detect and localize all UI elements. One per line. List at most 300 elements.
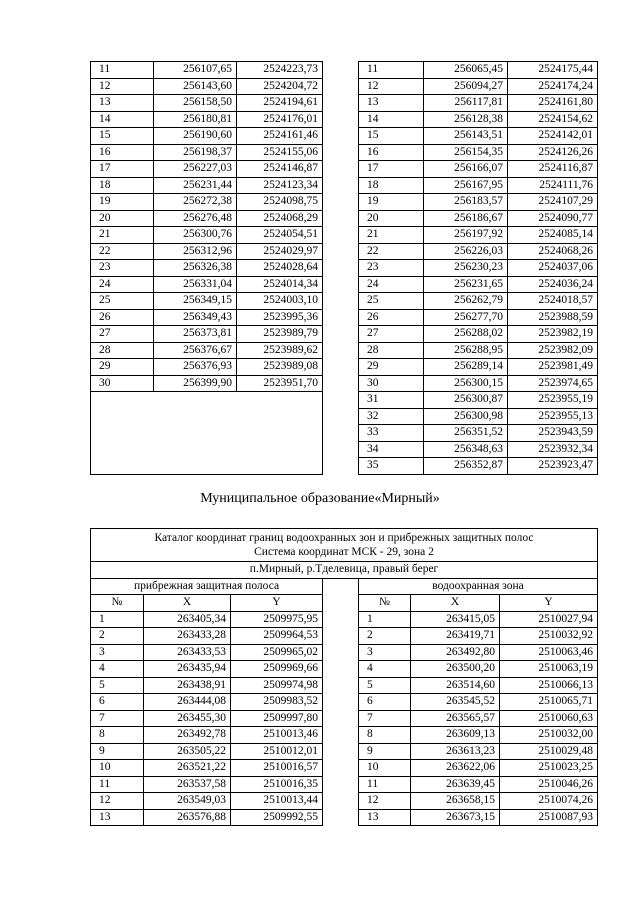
table-gap — [323, 78, 359, 95]
table-gap — [323, 161, 359, 178]
catalog-location-row — [91, 562, 598, 579]
table-gap — [323, 342, 359, 359]
right-point-number: 15 — [359, 128, 424, 145]
right-col-num-header: № — [359, 595, 411, 612]
left-col-num-header: № — [91, 595, 144, 612]
left-point-number: 8 — [91, 727, 144, 744]
left-y-value: 2523989,79 — [237, 326, 323, 343]
left-x-value: 263576,88 — [144, 809, 231, 826]
right-point-number: 7 — [359, 710, 411, 727]
table-row — [91, 326, 598, 343]
right-x-value: 263609,13 — [411, 727, 500, 744]
table-row — [91, 359, 598, 376]
table-gap — [323, 694, 359, 711]
right-x-value: 256288,02 — [424, 326, 508, 343]
table-gap — [323, 293, 359, 310]
right-x-value: 263492,80 — [411, 644, 500, 661]
left-x-value: 256300,76 — [154, 227, 237, 244]
table-gap — [323, 62, 359, 79]
right-y-value: 2524174,24 — [508, 78, 598, 95]
right-x-value: 263622,06 — [411, 760, 500, 777]
right-point-number: 31 — [359, 392, 424, 409]
right-y-value: 2524090,77 — [508, 210, 598, 227]
right-point-number: 19 — [359, 194, 424, 211]
right-point-number: 25 — [359, 293, 424, 310]
left-point-number: 4 — [91, 661, 144, 678]
header-gap — [323, 595, 359, 612]
left-x-value: 263455,30 — [144, 710, 231, 727]
right-x-value: 256183,57 — [424, 194, 508, 211]
right-x-value: 256230,23 — [424, 260, 508, 277]
right-x-value: 256065,45 — [424, 62, 508, 79]
right-point-number: 26 — [359, 309, 424, 326]
left-y-value: 2523989,62 — [237, 342, 323, 359]
table-gap — [323, 359, 359, 376]
left-point-number: 28 — [91, 342, 154, 359]
left-x-value: 256349,15 — [154, 293, 237, 310]
left-point-number: 5 — [91, 677, 144, 694]
left-point-number: 29 — [91, 359, 154, 376]
left-x-value: 263444,08 — [144, 694, 231, 711]
right-y-value: 2510029,48 — [500, 743, 598, 760]
left-x-value: 256272,38 — [154, 194, 237, 211]
left-point-number: 12 — [91, 78, 154, 95]
upper-coordinate-table — [90, 61, 598, 475]
right-point-number: 10 — [359, 760, 411, 777]
right-x-value: 256289,14 — [424, 359, 508, 376]
right-x-value: 263415,05 — [411, 611, 500, 628]
left-x-value: 263435,94 — [144, 661, 231, 678]
right-y-value: 2510032,92 — [500, 628, 598, 645]
right-point-number: 35 — [359, 458, 424, 475]
left-y-value: 2524223,73 — [237, 62, 323, 79]
right-x-value: 256128,38 — [424, 111, 508, 128]
table-gap — [323, 194, 359, 211]
left-point-number: 14 — [91, 111, 154, 128]
left-point-number: 3 — [91, 644, 144, 661]
right-y-value: 2523982,09 — [508, 342, 598, 359]
catalog-table-body — [91, 529, 598, 826]
right-y-value: 2523988,59 — [508, 309, 598, 326]
table-row — [91, 95, 598, 112]
right-y-value: 2524161,80 — [508, 95, 598, 112]
left-point-number: 1 — [91, 611, 144, 628]
left-y-value: 2510016,57 — [231, 760, 323, 777]
table-row — [91, 727, 598, 744]
table-gap — [323, 628, 359, 645]
left-y-value: 2523995,36 — [237, 309, 323, 326]
left-point-number: 13 — [91, 95, 154, 112]
right-y-value: 2510027,94 — [500, 611, 598, 628]
right-x-value: 256348,63 — [424, 441, 508, 458]
left-point-number: 27 — [91, 326, 154, 343]
right-x-value: 256262,79 — [424, 293, 508, 310]
right-y-value: 2523932,34 — [508, 441, 598, 458]
left-x-value: 263521,22 — [144, 760, 231, 777]
section-gap — [323, 578, 359, 595]
right-x-value: 263545,52 — [411, 694, 500, 711]
left-y-value: 2509964,53 — [231, 628, 323, 645]
right-x-value: 256277,70 — [424, 309, 508, 326]
left-y-value: 2509974,98 — [231, 677, 323, 694]
right-y-value: 2524036,24 — [508, 276, 598, 293]
right-point-number: 4 — [359, 661, 411, 678]
left-x-value: 256107,65 — [154, 62, 237, 79]
left-x-value: 256143,60 — [154, 78, 237, 95]
table-gap — [323, 260, 359, 277]
right-point-number: 18 — [359, 177, 424, 194]
left-point-number: 18 — [91, 177, 154, 194]
table-row — [91, 144, 598, 161]
left-x-value: 263405,34 — [144, 611, 231, 628]
right-point-number: 29 — [359, 359, 424, 376]
right-x-value: 256094,27 — [424, 78, 508, 95]
right-section-label: водоохранная зона — [359, 578, 598, 595]
left-section-label: прибрежная защитная полоса — [91, 578, 323, 595]
right-x-value: 256288,95 — [424, 342, 508, 359]
right-x-value: 263419,71 — [411, 628, 500, 645]
table-row — [91, 111, 598, 128]
table-gap — [323, 210, 359, 227]
right-y-value: 2524085,14 — [508, 227, 598, 244]
left-x-value: 256312,96 — [154, 243, 237, 260]
left-point-number: 25 — [91, 293, 154, 310]
left-point-number: 17 — [91, 161, 154, 178]
table-row — [91, 194, 598, 211]
left-x-value: 256399,90 — [154, 375, 237, 392]
right-point-number: 33 — [359, 425, 424, 442]
left-y-value: 2524161,46 — [237, 128, 323, 145]
right-x-value: 256226,03 — [424, 243, 508, 260]
table-row — [91, 375, 598, 392]
left-x-value: 256276,48 — [154, 210, 237, 227]
table-row — [91, 628, 598, 645]
left-y-value: 2523951,70 — [237, 375, 323, 392]
right-point-number: 23 — [359, 260, 424, 277]
table-row — [91, 710, 598, 727]
right-y-value: 2524107,29 — [508, 194, 598, 211]
table-gap — [323, 128, 359, 145]
table-gap — [323, 661, 359, 678]
left-x-value: 256180,81 — [154, 111, 237, 128]
left-y-value: 2524028,64 — [237, 260, 323, 277]
right-point-number: 5 — [359, 677, 411, 694]
left-y-value: 2510016,35 — [231, 776, 323, 793]
left-x-value: 256373,81 — [154, 326, 237, 343]
left-x-value: 256227,03 — [154, 161, 237, 178]
table-gap — [323, 727, 359, 744]
table-row — [91, 227, 598, 244]
left-y-value: 2524204,72 — [237, 78, 323, 95]
left-y-value: 2509965,02 — [231, 644, 323, 661]
left-y-value: 2524029,97 — [237, 243, 323, 260]
right-point-number: 12 — [359, 78, 424, 95]
left-point-number: 11 — [91, 62, 154, 79]
left-x-value: 256349,43 — [154, 309, 237, 326]
left-y-value: 2524123,34 — [237, 177, 323, 194]
left-y-value: 2509992,55 — [231, 809, 323, 826]
left-x-value: 256331,04 — [154, 276, 237, 293]
left-x-value: 263492,78 — [144, 727, 231, 744]
table-gap — [323, 644, 359, 661]
left-x-value: 256376,67 — [154, 342, 237, 359]
left-y-value: 2524146,87 — [237, 161, 323, 178]
left-x-value: 256158,50 — [154, 95, 237, 112]
right-x-value: 263565,57 — [411, 710, 500, 727]
table-gap — [323, 111, 359, 128]
right-x-value: 256197,92 — [424, 227, 508, 244]
right-x-value: 256351,52 — [424, 425, 508, 442]
table-row — [91, 809, 598, 826]
left-y-value: 2510013,44 — [231, 793, 323, 810]
table-row — [91, 776, 598, 793]
right-point-number: 14 — [359, 111, 424, 128]
catalog-location: п.Мирный, р.Тделевица, правый берег — [91, 562, 598, 579]
left-y-value: 2524194,61 — [237, 95, 323, 112]
catalog-header-row — [91, 595, 598, 612]
right-y-value: 2510063,19 — [500, 661, 598, 678]
table-row — [91, 62, 598, 79]
table-row — [91, 243, 598, 260]
table-row — [91, 276, 598, 293]
right-point-number: 20 — [359, 210, 424, 227]
right-point-number: 24 — [359, 276, 424, 293]
left-x-value: 263438,91 — [144, 677, 231, 694]
left-y-value: 2524054,51 — [237, 227, 323, 244]
table-gap — [323, 743, 359, 760]
table-gap — [323, 425, 359, 442]
left-x-value: 256190,60 — [154, 128, 237, 145]
left-x-value: 263549,03 — [144, 793, 231, 810]
catalog-coordinate-table — [90, 528, 598, 826]
right-point-number: 13 — [359, 809, 411, 826]
left-point-number: 24 — [91, 276, 154, 293]
right-point-number: 32 — [359, 408, 424, 425]
right-y-value: 2524175,44 — [508, 62, 598, 79]
left-y-value: 2510013,46 — [231, 727, 323, 744]
table-row — [91, 644, 598, 661]
table-row — [91, 392, 598, 409]
right-x-value: 256186,67 — [424, 210, 508, 227]
catalog-title — [91, 529, 598, 562]
right-point-number: 3 — [359, 644, 411, 661]
table-gap — [323, 243, 359, 260]
right-point-number: 21 — [359, 227, 424, 244]
table-gap — [323, 276, 359, 293]
left-point-number: 13 — [91, 809, 144, 826]
right-point-number: 12 — [359, 793, 411, 810]
right-point-number: 2 — [359, 628, 411, 645]
left-point-number: 22 — [91, 243, 154, 260]
table-gap — [323, 408, 359, 425]
right-point-number: 13 — [359, 95, 424, 112]
right-x-value: 263500,20 — [411, 661, 500, 678]
left-x-value: 256376,93 — [154, 359, 237, 376]
right-point-number: 17 — [359, 161, 424, 178]
right-y-value: 2510032,00 — [500, 727, 598, 744]
left-point-number: 26 — [91, 309, 154, 326]
catalog-title-line2: Система координат МСК - 29, зона 2 — [254, 546, 434, 558]
left-col-y-header: Y — [231, 595, 323, 612]
left-point-number: 30 — [91, 375, 154, 392]
catalog-title-row — [91, 529, 598, 562]
table-gap — [323, 375, 359, 392]
right-y-value: 2523923,47 — [508, 458, 598, 475]
table-gap — [323, 441, 359, 458]
table-gap — [323, 458, 359, 475]
right-point-number: 16 — [359, 144, 424, 161]
right-y-value: 2523974,65 — [508, 375, 598, 392]
table-gap — [323, 95, 359, 112]
right-x-value: 263639,45 — [411, 776, 500, 793]
right-y-value: 2524037,06 — [508, 260, 598, 277]
right-x-value: 256300,87 — [424, 392, 508, 409]
left-col-x-header: X — [144, 595, 231, 612]
right-x-value: 256352,87 — [424, 458, 508, 475]
left-y-value: 2523989,08 — [237, 359, 323, 376]
table-gap — [323, 309, 359, 326]
right-x-value: 256231,65 — [424, 276, 508, 293]
left-y-value: 2524003,10 — [237, 293, 323, 310]
catalog-title-line1: Каталог координат границ водоохранных зон и прибрежных защитных полос — [154, 532, 534, 544]
right-point-number: 8 — [359, 727, 411, 744]
right-col-y-header: Y — [500, 595, 598, 612]
right-x-value: 263613,23 — [411, 743, 500, 760]
right-x-value: 263673,15 — [411, 809, 500, 826]
left-point-number: 2 — [91, 628, 144, 645]
table-gap — [323, 611, 359, 628]
left-y-value: 2509997,80 — [231, 710, 323, 727]
right-col-x-header: X — [411, 595, 500, 612]
table-row — [91, 677, 598, 694]
left-point-number: 15 — [91, 128, 154, 145]
left-point-number: 12 — [91, 793, 144, 810]
table-row — [91, 78, 598, 95]
right-y-value: 2510087,93 — [500, 809, 598, 826]
left-point-number: 10 — [91, 760, 144, 777]
left-x-value: 263433,53 — [144, 644, 231, 661]
left-x-value: 263505,22 — [144, 743, 231, 760]
left-y-value: 2510012,01 — [231, 743, 323, 760]
left-y-value: 2524155,06 — [237, 144, 323, 161]
left-point-number: 23 — [91, 260, 154, 277]
right-x-value: 256154,35 — [424, 144, 508, 161]
table-row — [91, 309, 598, 326]
upper-table-body — [91, 62, 598, 475]
table-gap — [323, 326, 359, 343]
right-x-value: 256143,51 — [424, 128, 508, 145]
right-y-value: 2523982,19 — [508, 326, 598, 343]
left-point-number: 21 — [91, 227, 154, 244]
table-gap — [323, 760, 359, 777]
right-y-value: 2510074,26 — [500, 793, 598, 810]
left-x-value: 263537,58 — [144, 776, 231, 793]
table-row — [91, 128, 598, 145]
right-point-number: 6 — [359, 694, 411, 711]
right-y-value: 2510023,25 — [500, 760, 598, 777]
right-point-number: 1 — [359, 611, 411, 628]
left-point-number: 19 — [91, 194, 154, 211]
right-x-value: 263658,15 — [411, 793, 500, 810]
table-row — [91, 177, 598, 194]
table-gap — [323, 776, 359, 793]
table-row — [91, 260, 598, 277]
right-y-value: 2523955,19 — [508, 392, 598, 409]
right-point-number: 34 — [359, 441, 424, 458]
right-x-value: 263514,60 — [411, 677, 500, 694]
right-x-value: 256167,95 — [424, 177, 508, 194]
right-y-value: 2523981,49 — [508, 359, 598, 376]
table-gap — [323, 177, 359, 194]
left-y-value: 2524014,34 — [237, 276, 323, 293]
right-y-value: 2523955,13 — [508, 408, 598, 425]
table-row — [91, 210, 598, 227]
right-y-value: 2510060,63 — [500, 710, 598, 727]
table-row — [91, 760, 598, 777]
left-y-value: 2509975,95 — [231, 611, 323, 628]
right-y-value: 2510046,26 — [500, 776, 598, 793]
left-x-value: 256326,38 — [154, 260, 237, 277]
left-y-value: 2524068,29 — [237, 210, 323, 227]
right-x-value: 256300,98 — [424, 408, 508, 425]
table-row — [91, 743, 598, 760]
left-point-number: 11 — [91, 776, 144, 793]
table-row — [91, 694, 598, 711]
table-row — [91, 611, 598, 628]
right-y-value: 2524154,62 — [508, 111, 598, 128]
left-y-value: 2509969,66 — [231, 661, 323, 678]
right-y-value: 2524116,87 — [508, 161, 598, 178]
table-row — [91, 342, 598, 359]
right-y-value: 2524111,76 — [508, 177, 598, 194]
municipality-heading: Муниципальное образование«Мирный» — [200, 491, 440, 506]
left-empty-area — [91, 392, 323, 475]
table-gap — [323, 710, 359, 727]
right-y-value: 2523943,59 — [508, 425, 598, 442]
right-y-value: 2510065,71 — [500, 694, 598, 711]
right-point-number: 30 — [359, 375, 424, 392]
right-x-value: 256166,07 — [424, 161, 508, 178]
right-point-number: 22 — [359, 243, 424, 260]
table-gap — [323, 809, 359, 826]
left-point-number: 16 — [91, 144, 154, 161]
left-x-value: 256198,37 — [154, 144, 237, 161]
right-point-number: 9 — [359, 743, 411, 760]
table-row — [91, 293, 598, 310]
table-gap — [323, 793, 359, 810]
right-y-value: 2510066,13 — [500, 677, 598, 694]
right-x-value: 256117,81 — [424, 95, 508, 112]
right-point-number: 28 — [359, 342, 424, 359]
table-gap — [323, 227, 359, 244]
table-row — [91, 661, 598, 678]
right-y-value: 2524142,01 — [508, 128, 598, 145]
table-gap — [323, 144, 359, 161]
right-point-number: 27 — [359, 326, 424, 343]
table-gap — [323, 392, 359, 409]
right-y-value: 2524018,57 — [508, 293, 598, 310]
table-gap — [323, 677, 359, 694]
right-point-number: 11 — [359, 62, 424, 79]
left-point-number: 9 — [91, 743, 144, 760]
right-y-value: 2524126,26 — [508, 144, 598, 161]
left-y-value: 2509983,52 — [231, 694, 323, 711]
left-x-value: 263433,28 — [144, 628, 231, 645]
left-y-value: 2524098,75 — [237, 194, 323, 211]
right-y-value: 2524068,26 — [508, 243, 598, 260]
left-point-number: 7 — [91, 710, 144, 727]
left-point-number: 6 — [91, 694, 144, 711]
